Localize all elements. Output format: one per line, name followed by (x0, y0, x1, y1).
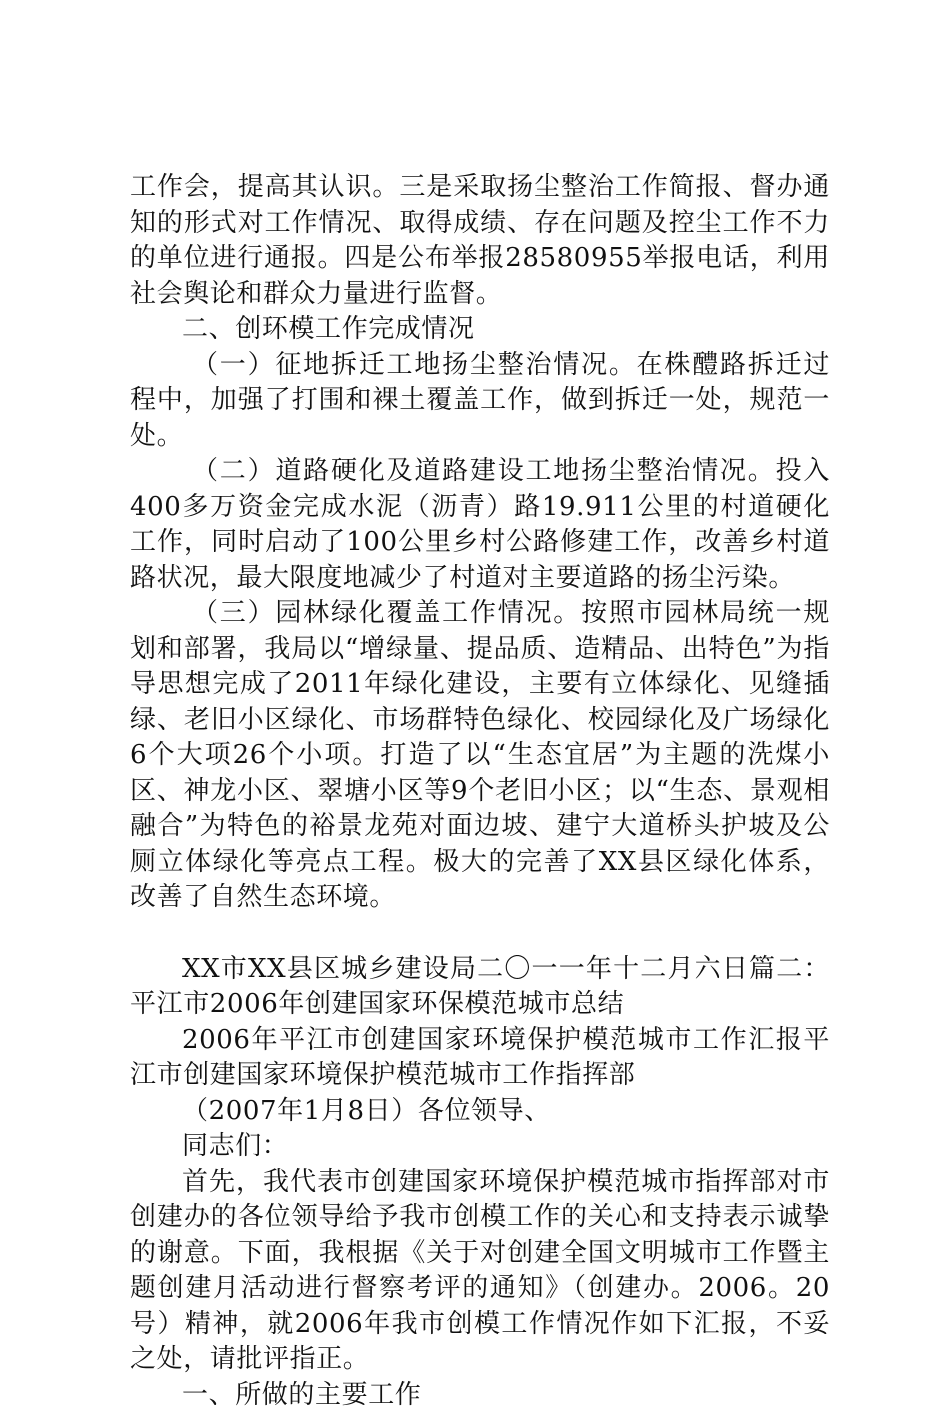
paragraph-opening-remarks: 首先，我代表市创建国家环境保护模范城市指挥部对市创建办的各位领导给予我市创模工作的关心和支持表示诚挚的谢意。下面，我根据《关于对创建全国文明城市工作暨主题创建月活动进行督察考评的通知》（创建办。2006。20号）精神，就2006年我市创模工作情况作如下汇报，不妥之处，请批评指正。 (130, 1165, 830, 1378)
heading-section-two: 二、创环模工作完成情况 (130, 312, 830, 348)
paragraph-signature-and-part-two-title: XX市XX县区城乡建设局二〇一一年十二月六日篇二：平江市2006年创建国家环保模范城市总结 (130, 952, 830, 1023)
document-body (130, 170, 830, 1413)
paragraph-report-date: （2007年1月8日）各位领导、 (130, 1094, 830, 1130)
paragraph-demolition-sites: （一）征地拆迁工地扬尘整治情况。在株醴路拆迁过程中，加强了打围和裸土覆盖工作，做到拆迁一处，规范一处。 (130, 348, 830, 455)
paragraph-salutation: 同志们： (130, 1129, 830, 1165)
paragraph-dust-control-measures: 工作会，提高其认识。三是采取扬尘整治工作简报、督办通知的形式对工作情况、取得成绩、存在问题及控尘工作不力的单位进行通报。四是公布举报28580955举报电话，利用社会舆论和群众力量进行监督。 (130, 170, 830, 312)
paragraph-road-hardening: （二）道路硬化及道路建设工地扬尘整治情况。投入400多万资金完成水泥（沥青）路19.911公里的村道硬化工作，同时启动了100公里乡村公路修建工作，改善乡村道路状况，最大限度地减少了村道对主要道路的扬尘污染。 (130, 454, 830, 596)
heading-main-work: 一、所做的主要工作 (130, 1378, 830, 1413)
section-spacer (130, 916, 830, 952)
paragraph-report-title: 2006年平江市创建国家环境保护模范城市工作汇报平江市创建国家环境保护模范城市工作指挥部 (130, 1023, 830, 1094)
paragraph-greening: （三）园林绿化覆盖工作情况。按照市园林局统一规划和部署，我局以“增绿量、提品质、造精品、出特色”为指导思想完成了2011年绿化建设，主要有立体绿化、见缝插绿、老旧小区绿化、市场群特色绿化、校园绿化及广场绿化6个大项26个小项。打造了以“生态宜居”为主题的洗煤小区、神龙小区、翠塘小区等9个老旧小区；以“生态、景观相融合”为特色的裕景龙苑对面边坡、建宁大道桥头护坡及公厕立体绿化等亮点工程。极大的完善了XX县区绿化体系，改善了自然生态环境。 (130, 596, 830, 916)
